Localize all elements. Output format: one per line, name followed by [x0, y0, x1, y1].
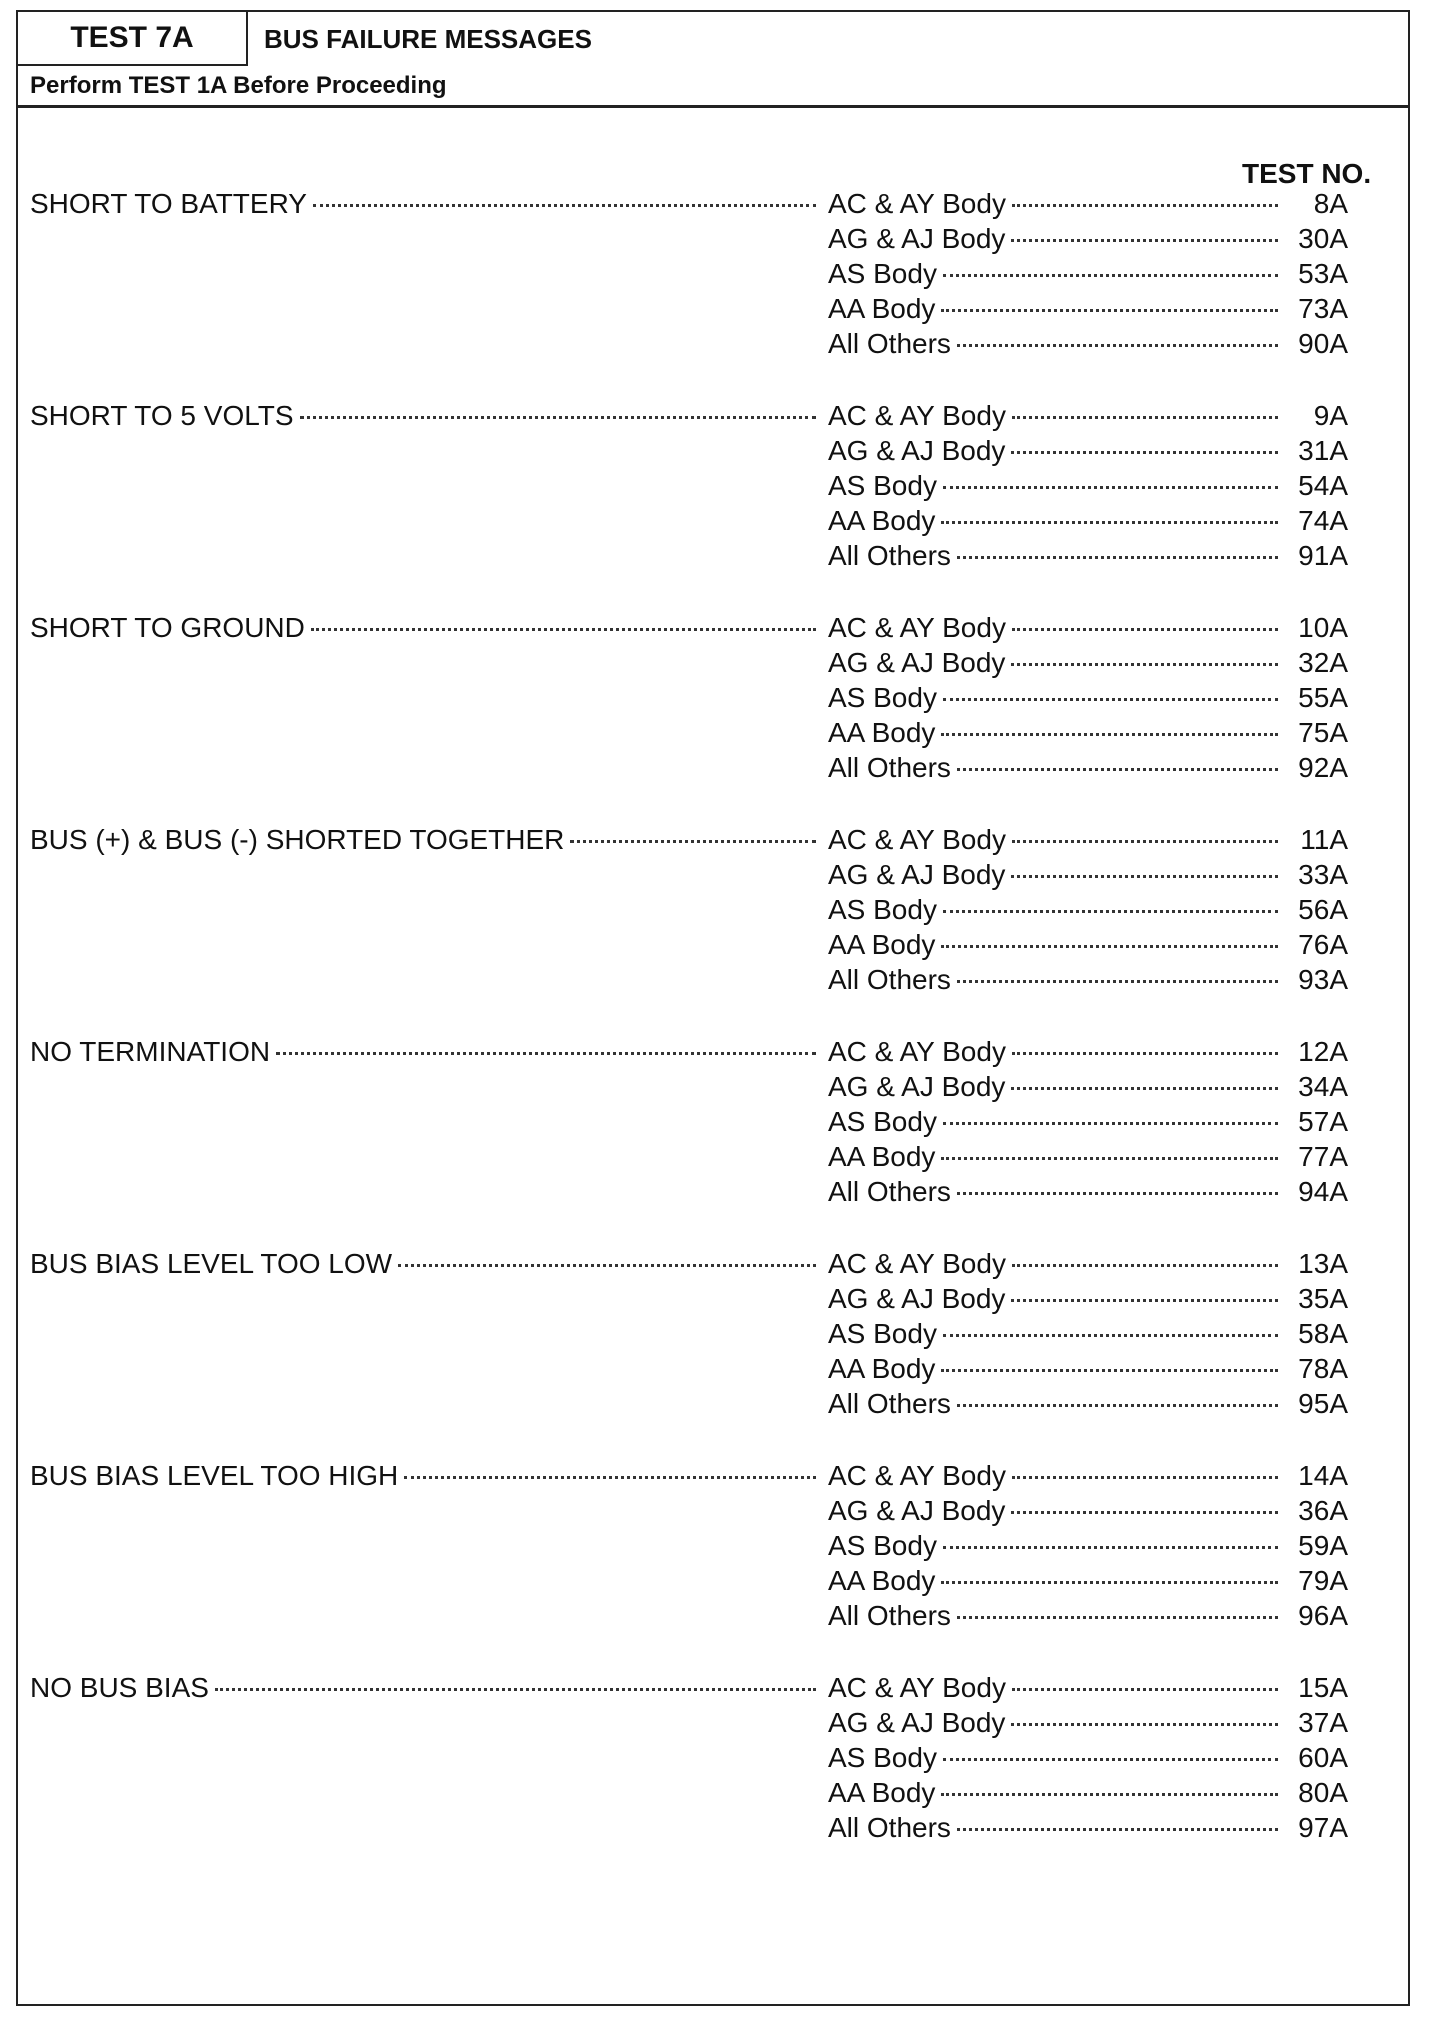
- test-number: 54A: [1298, 470, 1348, 501]
- body-type-label: AA Body: [828, 1141, 936, 1172]
- body-type-label: AS Body: [828, 1106, 937, 1137]
- test-number: 80A: [1298, 1777, 1348, 1808]
- body-type-label: AS Body: [828, 1742, 937, 1773]
- leader-dots: [941, 1581, 1278, 1584]
- document-header: [18, 12, 1408, 108]
- body-type-label: AA Body: [828, 1777, 936, 1808]
- leader-dots: [943, 698, 1278, 701]
- body-type-label: AG & AJ Body: [828, 859, 1006, 890]
- leader-dots: [943, 1334, 1278, 1337]
- test-number: 75A: [1298, 717, 1348, 748]
- body-type-label: AG & AJ Body: [828, 435, 1006, 466]
- body-test-row: [828, 1600, 1348, 1635]
- body-test-row: [828, 188, 1348, 223]
- body-test-row: [828, 435, 1348, 470]
- body-test-row: [828, 1248, 1348, 1283]
- test-number: 15A: [1298, 1672, 1348, 1703]
- document-frame: [16, 10, 1410, 2006]
- body-test-list: [828, 1248, 1348, 1423]
- failure-condition: [30, 824, 822, 860]
- body-test-row: [828, 540, 1348, 575]
- test-number: 53A: [1298, 258, 1348, 289]
- test-number: 34A: [1298, 1071, 1348, 1102]
- leader-dots: [957, 980, 1278, 983]
- body-test-row: [828, 1495, 1348, 1530]
- leader-dots: [957, 556, 1278, 559]
- leader-dots: [1012, 1264, 1278, 1267]
- body-type-label: AC & AY Body: [828, 612, 1006, 643]
- test-number: 10A: [1298, 612, 1348, 643]
- test-number: 57A: [1298, 1106, 1348, 1137]
- leader-dots: [1012, 204, 1278, 207]
- leader-dots: [276, 1052, 816, 1055]
- body-type-label: All Others: [828, 540, 951, 571]
- leader-dots: [957, 1404, 1278, 1407]
- test-number: 30A: [1298, 223, 1348, 254]
- condition-label: BUS BIAS LEVEL TOO LOW: [30, 1248, 393, 1279]
- body-test-row: [828, 1353, 1348, 1388]
- body-test-row: [828, 1812, 1348, 1847]
- body-test-row: [828, 470, 1348, 505]
- body-test-list: [828, 612, 1348, 787]
- leader-dots: [943, 486, 1278, 489]
- body-test-row: [828, 1742, 1348, 1777]
- condition-label: BUS (+) & BUS (-) SHORTED TOGETHER: [30, 824, 565, 855]
- failure-condition: [30, 612, 822, 648]
- leader-dots: [1012, 416, 1278, 419]
- body-type-label: All Others: [828, 328, 951, 359]
- body-test-row: [828, 752, 1348, 787]
- body-type-label: AG & AJ Body: [828, 1283, 1006, 1314]
- test-number: 58A: [1298, 1318, 1348, 1349]
- body-test-row: [828, 824, 1348, 859]
- condition-label: NO BUS BIAS: [30, 1672, 209, 1703]
- test-number: 91A: [1298, 540, 1348, 571]
- body-test-row: [828, 1036, 1348, 1071]
- leader-dots: [1012, 628, 1278, 631]
- body-test-row: [828, 1106, 1348, 1141]
- body-test-row: [828, 328, 1348, 363]
- body-type-label: AA Body: [828, 717, 936, 748]
- condition-label: SHORT TO 5 VOLTS: [30, 400, 294, 431]
- test-number: 36A: [1298, 1495, 1348, 1526]
- leader-dots: [957, 1192, 1278, 1195]
- body-type-label: AA Body: [828, 1565, 936, 1596]
- body-type-label: All Others: [828, 1176, 951, 1207]
- test-number: 94A: [1298, 1176, 1348, 1207]
- body-type-label: AA Body: [828, 293, 936, 324]
- leader-dots: [215, 1688, 816, 1691]
- test-number: 78A: [1298, 1353, 1348, 1384]
- document-title: BUS FAILURE MESSAGES: [264, 23, 592, 54]
- leader-dots: [941, 521, 1278, 524]
- test-id: TEST 7A: [18, 12, 248, 66]
- body-test-row: [828, 1777, 1348, 1812]
- test-number: 93A: [1298, 964, 1348, 995]
- test-number: 9A: [1313, 400, 1348, 431]
- body-type-label: All Others: [828, 1388, 951, 1419]
- leader-dots: [313, 204, 816, 207]
- body-test-row: [828, 258, 1348, 293]
- test-number: 96A: [1298, 1600, 1348, 1631]
- leader-dots: [1011, 1511, 1278, 1514]
- body-type-label: AS Body: [828, 1318, 937, 1349]
- leader-dots: [404, 1476, 816, 1479]
- test-number: 33A: [1298, 859, 1348, 890]
- body-type-label: AC & AY Body: [828, 1460, 1006, 1491]
- leader-dots: [957, 1616, 1278, 1619]
- leader-dots: [943, 910, 1278, 913]
- body-test-row: [828, 894, 1348, 929]
- failure-condition: [30, 1460, 822, 1496]
- body-type-label: All Others: [828, 752, 951, 783]
- body-type-label: All Others: [828, 1812, 951, 1843]
- body-test-row: [828, 1460, 1348, 1495]
- leader-dots: [1012, 1688, 1278, 1691]
- leader-dots: [943, 274, 1278, 277]
- test-number: 12A: [1298, 1036, 1348, 1067]
- leader-dots: [941, 945, 1278, 948]
- test-number: 8A: [1313, 188, 1348, 219]
- body-test-row: [828, 717, 1348, 752]
- leader-dots: [311, 628, 816, 631]
- body-test-row: [828, 1707, 1348, 1742]
- failure-condition: [30, 1248, 822, 1284]
- body-type-label: AC & AY Body: [828, 400, 1006, 431]
- body-type-label: AA Body: [828, 929, 936, 960]
- body-test-list: [828, 1036, 1348, 1211]
- leader-dots: [1012, 1476, 1278, 1479]
- body-test-row: [828, 964, 1348, 999]
- condition-label: SHORT TO GROUND: [30, 612, 305, 643]
- body-test-row: [828, 1565, 1348, 1600]
- body-test-row: [828, 1672, 1348, 1707]
- body-test-row: [828, 1176, 1348, 1211]
- body-type-label: AG & AJ Body: [828, 223, 1006, 254]
- body-test-row: [828, 293, 1348, 328]
- body-type-label: AG & AJ Body: [828, 1071, 1006, 1102]
- leader-dots: [1011, 1723, 1278, 1726]
- leader-dots: [941, 1793, 1278, 1796]
- body-test-row: [828, 929, 1348, 964]
- failure-condition: [30, 1036, 822, 1072]
- leader-dots: [1012, 1052, 1278, 1055]
- test-number: 11A: [1300, 824, 1348, 855]
- test-number: 35A: [1298, 1283, 1348, 1314]
- body-test-list: [828, 824, 1348, 999]
- leader-dots: [1011, 875, 1278, 878]
- test-number: 76A: [1298, 929, 1348, 960]
- body-type-label: AS Body: [828, 682, 937, 713]
- leader-dots: [941, 309, 1278, 312]
- body-test-row: [828, 505, 1348, 540]
- leader-dots: [1011, 1299, 1278, 1302]
- leader-dots: [570, 840, 816, 843]
- condition-label: NO TERMINATION: [30, 1036, 271, 1067]
- leader-dots: [943, 1122, 1278, 1125]
- body-type-label: All Others: [828, 964, 951, 995]
- leader-dots: [1012, 840, 1278, 843]
- body-test-list: [828, 1460, 1348, 1635]
- body-test-row: [828, 400, 1348, 435]
- body-test-row: [828, 1141, 1348, 1176]
- body-test-row: [828, 1530, 1348, 1565]
- body-type-label: AG & AJ Body: [828, 1707, 1006, 1738]
- body-type-label: AS Body: [828, 1530, 937, 1561]
- body-test-row: [828, 1071, 1348, 1106]
- body-type-label: AA Body: [828, 505, 936, 536]
- leader-dots: [1011, 1087, 1278, 1090]
- test-number: 13A: [1298, 1248, 1348, 1279]
- failure-condition: [30, 1672, 822, 1708]
- body-test-row: [828, 612, 1348, 647]
- test-number: 73A: [1298, 293, 1348, 324]
- leader-dots: [943, 1758, 1278, 1761]
- body-type-label: All Others: [828, 1600, 951, 1631]
- body-test-row: [828, 223, 1348, 258]
- body-test-row: [828, 682, 1348, 717]
- condition-label: SHORT TO BATTERY: [30, 188, 307, 219]
- test-number: 59A: [1298, 1530, 1348, 1561]
- body-type-label: AS Body: [828, 894, 937, 925]
- test-number: 32A: [1298, 647, 1348, 678]
- body-test-list: [828, 1672, 1348, 1847]
- leader-dots: [941, 1369, 1278, 1372]
- test-number: 37A: [1298, 1707, 1348, 1738]
- body-test-row: [828, 1318, 1348, 1353]
- body-type-label: AC & AY Body: [828, 188, 1006, 219]
- test-number: 95A: [1298, 1388, 1348, 1419]
- body-type-label: AS Body: [828, 258, 937, 289]
- test-number: 92A: [1298, 752, 1348, 783]
- body-test-list: [828, 400, 1348, 575]
- leader-dots: [941, 1157, 1278, 1160]
- body-test-row: [828, 1388, 1348, 1423]
- condition-label: BUS BIAS LEVEL TOO HIGH: [30, 1460, 399, 1491]
- test-number: 77A: [1298, 1141, 1348, 1172]
- leader-dots: [1011, 239, 1278, 242]
- test-number: 79A: [1298, 1565, 1348, 1596]
- leader-dots: [957, 344, 1278, 347]
- body-type-label: AA Body: [828, 1353, 936, 1384]
- body-type-label: AC & AY Body: [828, 824, 1006, 855]
- leader-dots: [1011, 663, 1278, 666]
- test-number: 14A: [1298, 1460, 1348, 1491]
- body-type-label: AG & AJ Body: [828, 647, 1006, 678]
- test-number: 90A: [1298, 328, 1348, 359]
- leader-dots: [398, 1264, 816, 1267]
- leader-dots: [957, 768, 1278, 771]
- body-type-label: AG & AJ Body: [828, 1495, 1006, 1526]
- test-number: 97A: [1298, 1812, 1348, 1843]
- test-number: 31A: [1298, 435, 1348, 466]
- leader-dots: [941, 733, 1278, 736]
- body-test-row: [828, 647, 1348, 682]
- body-type-label: AS Body: [828, 470, 937, 501]
- test-number-column-heading: TEST NO.: [1242, 158, 1372, 189]
- body-test-row: [828, 1283, 1348, 1318]
- test-number: 60A: [1298, 1742, 1348, 1773]
- body-test-row: [828, 859, 1348, 894]
- body-type-label: AC & AY Body: [828, 1672, 1006, 1703]
- leader-dots: [943, 1546, 1278, 1549]
- leader-dots: [1011, 451, 1278, 454]
- leader-dots: [300, 416, 817, 419]
- test-number: 56A: [1298, 894, 1348, 925]
- prerequisite-note: Perform TEST 1A Before Proceeding: [30, 72, 447, 99]
- body-type-label: AC & AY Body: [828, 1036, 1006, 1067]
- leader-dots: [957, 1828, 1278, 1831]
- test-number: 74A: [1298, 505, 1348, 536]
- test-number: 55A: [1298, 682, 1348, 713]
- body-type-label: AC & AY Body: [828, 1248, 1006, 1279]
- failure-condition: [30, 400, 822, 436]
- failure-condition: [30, 188, 822, 224]
- body-test-list: [828, 188, 1348, 363]
